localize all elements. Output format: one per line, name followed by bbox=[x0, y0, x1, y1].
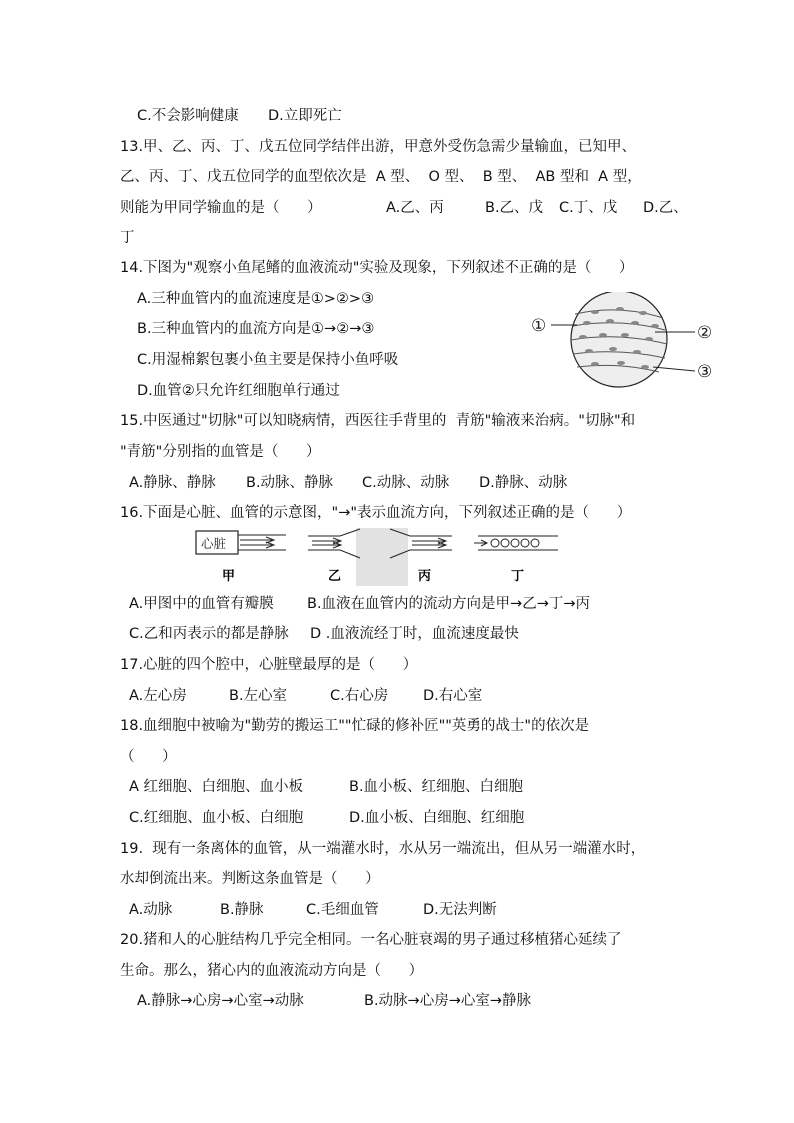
q17-option-b: B.左心室 bbox=[229, 688, 288, 704]
q17-option-d: D.右心室 bbox=[423, 688, 483, 704]
q14-option-b: B.三种血管内的血流方向是①→②→③ bbox=[137, 321, 375, 337]
svg-text:②: ② bbox=[697, 323, 713, 343]
q18-option-d: D.血小板、白细胞、红细胞 bbox=[349, 810, 525, 826]
q13-option-c: C.丁、戊 bbox=[559, 200, 618, 216]
svg-text:①: ① bbox=[531, 316, 547, 336]
q19-option-c: C.毛细血管 bbox=[306, 902, 379, 918]
q17-option-a: A.左心房 bbox=[129, 688, 187, 704]
heart-box-label: 心脏 bbox=[201, 536, 227, 551]
q19-stem-line-2: 水却倒流出来。判断这条血管是（ ） bbox=[120, 871, 380, 887]
q14-stem: 14.下图为"观察小鱼尾鳍的血液流动"实验及现象，下列叙述不正确的是（ ） bbox=[120, 260, 634, 276]
q20-option-a: A.静脉→心房→心室→动脉 bbox=[137, 993, 304, 1009]
q18-option-b: B.血小板、红细胞、白细胞 bbox=[349, 779, 524, 795]
q18-option-a: A 红细胞、白细胞、血小板 bbox=[129, 779, 304, 795]
q15-stem-line-1: 15.中医通过"切脉"可以知晓病情，西医往手背里的 青筋"输液来治病。"切脉"和 bbox=[120, 413, 636, 429]
q19-option-d: D.无法判断 bbox=[423, 902, 497, 918]
q19-option-a: A.动脉 bbox=[129, 902, 173, 918]
fish-tail-blood-flow-figure bbox=[525, 292, 725, 392]
vessel-2-label bbox=[697, 323, 712, 343]
svg-text:③: ③ bbox=[697, 362, 713, 382]
q15-option-a: A.静脉、静脉 bbox=[129, 475, 216, 491]
q14-option-a: A.三种血管内的血流速度是①>②>③ bbox=[137, 291, 375, 307]
vessel-1-label bbox=[531, 316, 546, 336]
q19-option-b: B.静脉 bbox=[220, 902, 264, 918]
label-bing: 丙 bbox=[418, 569, 432, 584]
vessel-3-label bbox=[697, 362, 712, 382]
q13-stem-line-4: 丁 bbox=[120, 230, 135, 246]
q14-option-c: C.用湿棉絮包裹小鱼主要是保持小鱼呼吸 bbox=[137, 352, 399, 368]
q15-option-d: D.静脉、动脉 bbox=[479, 475, 568, 491]
q16-option-a: A.甲图中的血管有瓣膜 bbox=[129, 596, 274, 612]
q15-option-c: C.动脉、动脉 bbox=[362, 475, 450, 491]
q14-option-d: D.血管②只允许红细胞单行通过 bbox=[137, 383, 340, 399]
q20-stem-line-2: 生命。那么，猪心内的血液流动方向是（ ） bbox=[120, 963, 424, 979]
label-ding: 丁 bbox=[511, 569, 525, 584]
label-jia: 甲 bbox=[222, 569, 236, 584]
q17-stem: 17.心脏的四个腔中，心脏壁最厚的是（ ） bbox=[120, 657, 418, 673]
q15-stem-line-2: "青筋"分别指的血管是（ ） bbox=[120, 444, 321, 460]
q19-stem-line-1: 19. 现有一条离体的血管，从一端灌水时，水从另一端流出，但从另一端灌水时， bbox=[120, 841, 646, 857]
q15-option-b: B.动脉、静脉 bbox=[246, 475, 334, 491]
q18-option-c: C.红细胞、血小板、白细胞 bbox=[129, 810, 304, 826]
q20-stem-line-1: 20.猪和人的心脏结构几乎完全相同。一名心脏衰竭的男子通过移植猪心延续了 bbox=[120, 932, 622, 948]
q16-option-b: B.血液在血管内的流动方向是甲→乙→丁→丙 bbox=[307, 596, 591, 612]
q17-option-c: C.右心房 bbox=[330, 688, 389, 704]
q13-stem-line-3: 则能为甲同学输血的是（ ） bbox=[120, 200, 322, 216]
q12-option-c: C.不会影响健康 bbox=[137, 108, 239, 124]
q12-option-d: D.立即死亡 bbox=[268, 108, 342, 124]
q16-option-c: C.乙和丙表示的都是静脉 bbox=[129, 626, 289, 642]
q13-stem-line-1: 13.甲、乙、丙、丁、戊五位同学结伴出游，甲意外受伤急需少量输血，已知甲、 bbox=[120, 139, 637, 155]
q13-option-d: D.乙、 bbox=[643, 200, 688, 216]
q13-option-a: A.乙、丙 bbox=[386, 200, 444, 216]
q16-option-d: D .血液流经丁时，血流速度最快 bbox=[310, 626, 519, 642]
q13-stem-line-2: 乙、丙、丁、戊五位同学的血型依次是 A 型、 O 型、 B 型、 AB 型和 A 型， bbox=[120, 169, 642, 185]
label-yi: 乙 bbox=[328, 569, 342, 584]
q16-stem: 16.下面是心脏、血管的示意图，"→"表示血流方向，下列叙述正确的是（ ） bbox=[120, 505, 632, 521]
q18-stem-line-1: 18.血细胞中被喻为"勤劳的搬运工""忙碌的修补匠""英勇的战士"的依次是 bbox=[120, 718, 590, 734]
heart-vessels-figure bbox=[190, 528, 570, 588]
q20-option-b: B.动脉→心房→心室→静脉 bbox=[364, 993, 532, 1009]
q18-stem-line-2: （ ） bbox=[120, 749, 177, 765]
q13-option-b: B.乙、戊 bbox=[485, 200, 544, 216]
